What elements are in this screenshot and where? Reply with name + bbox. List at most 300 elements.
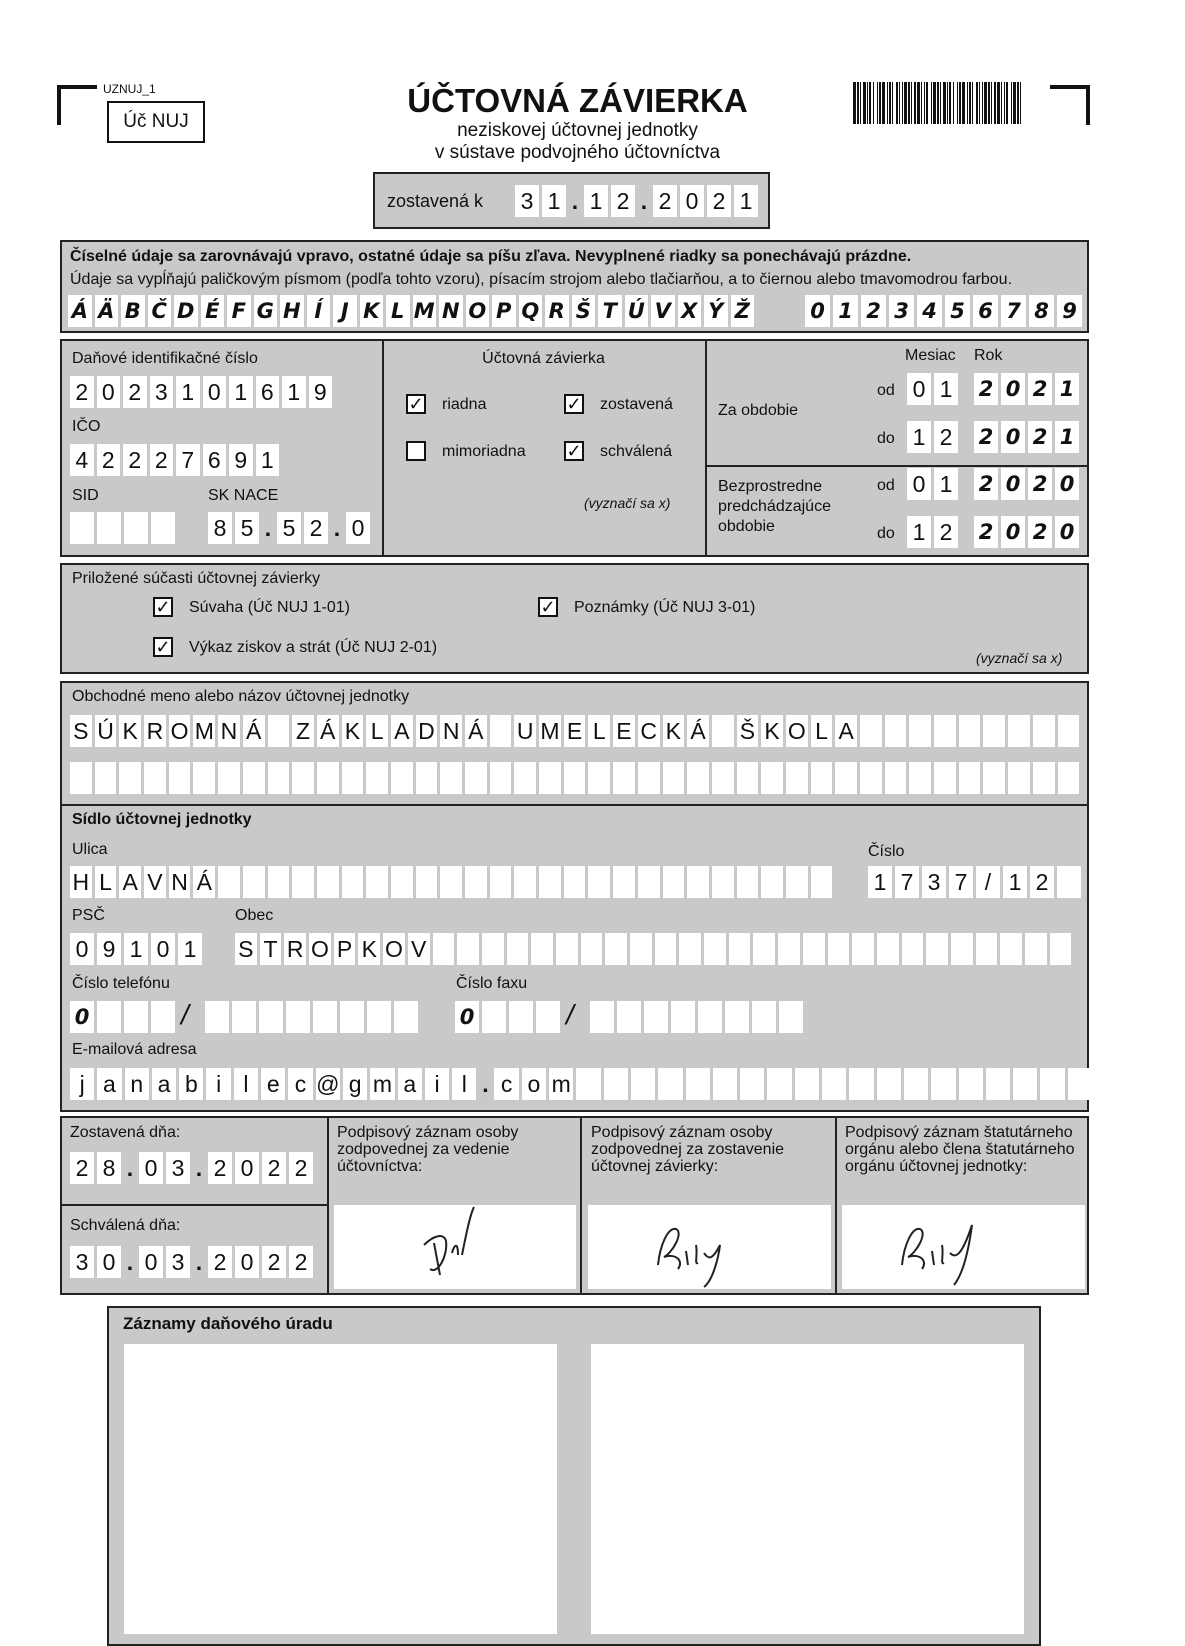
char-cell: 1 [1055,373,1079,405]
char-cell: 1 [542,185,566,217]
char-cell [753,933,775,965]
char-cell: 1 [934,468,958,500]
char-cell: U [514,715,536,747]
char-cell: 2 [70,1152,94,1184]
char-cell [860,715,882,747]
nace-field[interactable] [208,512,373,544]
char-cell [885,762,907,794]
schvalena-label: schválená [600,443,673,460]
char-cell [663,866,685,898]
phone-field[interactable] [205,1001,421,1033]
barcode-bar [908,82,910,124]
char-cell [630,933,652,965]
char-cell [509,1001,533,1033]
char-cell [712,715,734,747]
current-from-year[interactable] [974,373,1082,405]
barcode-bar [988,82,990,124]
char-cell: / [976,866,1000,898]
char-cell: Á [243,715,265,747]
char-cell: Š [737,715,759,747]
char-cell: 0 [1001,373,1025,405]
char-cell: i [425,1068,449,1100]
char-cell: H [70,866,92,898]
char-cell [926,933,948,965]
instruction-line-2: Údaje sa vypĺňajú paličkovým písmom (podľa tohto vzoru), písacím strojom alebo tlačiarňou, a to čiernou alebo tmavomodrou farbou. [70,271,1013,288]
barcode-bar [1004,82,1005,124]
char-cell: Z [292,715,314,747]
char-cell [317,866,339,898]
char-cell: 3 [166,1152,190,1184]
char-cell: 1 [907,516,931,548]
prev-from-month[interactable] [907,468,961,500]
char-cell: Í [307,295,331,327]
char-cell: 0 [1001,421,1025,453]
char-cell [786,762,808,794]
barcode-bar [917,82,920,124]
char-cell [822,1068,846,1100]
char-cell: B [121,295,145,327]
current-from-month[interactable] [907,373,961,405]
char-cell [119,762,141,794]
attachments-note: (vyznačí sa x) [976,650,1063,666]
vykaz-checkbox[interactable]: ✓ [153,637,173,657]
compiled-on-date[interactable] [70,1152,316,1184]
char-cell [531,933,553,965]
char-cell: 6 [256,376,280,408]
char-cell [440,866,462,898]
number-label: Číslo [868,843,905,860]
barcode-bar [949,82,951,124]
barcode-bar [943,82,946,124]
char-cell: 9 [97,933,121,965]
char-cell: 5 [945,295,970,327]
barcode-bar [863,82,866,124]
barcode-bar [1013,82,1016,124]
char-cell [740,1068,764,1100]
char-cell [1057,866,1081,898]
char-cell: 2 [1028,373,1052,405]
char-cell [342,762,364,794]
fax-field[interactable] [590,1001,806,1033]
dic-field[interactable] [70,376,335,408]
char-cell [811,762,833,794]
phone-prefix[interactable] [70,1001,178,1033]
char-cell: D [174,295,198,327]
barcode-bar [869,82,871,124]
char-cell [828,933,850,965]
char-cell: g [343,1068,367,1100]
char-cell: 5 [277,512,301,544]
char-cell [465,866,487,898]
char-cell: Á [68,295,92,327]
char-cell: O [309,933,331,965]
sig3-area[interactable] [842,1205,1085,1289]
current-to-month[interactable] [907,421,961,453]
char-cell [536,1001,560,1033]
char-cell [340,1001,364,1033]
prev-period-label-2: predchádzajúce [718,498,831,515]
char-cell [124,512,148,544]
separator: . [264,514,272,541]
char-cell [631,1068,655,1100]
char-cell [391,866,413,898]
compiled-label: zostavená k [387,191,484,211]
char-cell [268,866,290,898]
char-cell [367,1001,391,1033]
char-cell: O [169,715,191,747]
barcode-bar [997,82,1000,124]
suvaha-label: Súvaha (Úč NUJ 1-01) [189,599,350,616]
char-cell: 1 [178,933,202,965]
barcode-bar [967,82,968,124]
schvalena-checkbox[interactable]: ✓ [564,441,584,461]
char-cell [556,933,578,965]
phone-label: Číslo telefónu [72,975,170,992]
char-cell: 1 [176,376,200,408]
char-cell: K [119,715,141,747]
prev-to-month[interactable] [907,516,961,548]
char-cell [725,1001,749,1033]
char-cell [860,762,882,794]
zostavena-label: zostavená [600,396,673,413]
from-label: od [877,382,895,399]
char-cell: K [342,715,364,747]
char-cell: A [391,715,413,747]
barcode-bar [1001,82,1002,124]
char-cell [151,1001,175,1033]
char-cell: 0 [1001,516,1025,548]
prev-period-label-1: Bezprostredne [718,478,823,495]
char-cell [514,762,536,794]
seat-label: Sídlo účtovnej jednotky [72,811,252,828]
separator: . [482,1070,489,1097]
suvaha-checkbox[interactable]: ✓ [153,597,173,617]
char-cell [671,1001,695,1033]
barcode-bar [1011,82,1012,124]
char-cell [416,762,438,794]
char-cell [795,1068,819,1100]
char-cell: 6 [973,295,998,327]
barcode-bar [933,82,936,124]
char-cell [909,715,931,747]
barcode-bar [857,82,859,124]
char-cell: 0 [1055,516,1079,548]
char-cell: i [206,1068,230,1100]
char-cell: K [663,715,685,747]
char-cell: 2 [934,421,958,453]
char-cell [713,1068,737,1100]
char-cell: 2 [262,1246,286,1278]
separator: . [333,514,341,541]
approved-on-date[interactable] [70,1246,316,1278]
char-cell [292,866,314,898]
char-cell: S [235,933,257,965]
prev-from-year[interactable] [974,468,1082,500]
separator: . [571,187,579,214]
ico-field[interactable] [70,444,282,476]
char-cell: N [440,715,462,747]
char-cell [931,1068,955,1100]
char-cell [959,762,981,794]
char-cell: J [333,295,357,327]
char-cell: a [97,1068,121,1100]
barcode-bar [924,82,925,124]
barcode-bar [979,82,980,124]
char-cell: Á [193,866,215,898]
char-cell [581,933,603,965]
char-cell [342,866,364,898]
attachments-section [60,563,1089,674]
number-field[interactable] [868,866,1084,898]
zip-field[interactable] [70,933,205,965]
char-cell: l [452,1068,476,1100]
instructions-section [60,240,1089,333]
char-cell: 1 [934,373,958,405]
char-cell [983,762,1005,794]
barcode-bar [1017,82,1019,124]
name-line-2[interactable] [70,762,1082,794]
char-cell [95,762,117,794]
prev-period-label-3: obdobie [718,518,775,535]
char-cell: 1 [282,376,306,408]
char-cell: Š [572,295,596,327]
char-cell: l [234,1068,258,1100]
char-cell [539,866,561,898]
char-cell: C [638,715,660,747]
char-cell: 3 [889,295,914,327]
barcode-bar [994,82,996,124]
char-cell: Ý [704,295,728,327]
sample-letters [68,295,757,327]
char-cell [849,1068,873,1100]
char-cell: 2 [208,1246,232,1278]
barcode-bar [976,82,978,124]
char-cell: 9 [229,444,253,476]
char-cell: 6 [203,444,227,476]
char-cell [934,762,956,794]
riadna-checkbox[interactable]: ✓ [406,394,426,414]
char-cell [1008,762,1030,794]
char-cell [687,866,709,898]
char-cell [1033,762,1055,794]
char-cell: 2 [653,185,677,217]
barcode-bar [953,82,954,124]
char-cell [767,1068,791,1100]
barcode-bar [991,82,992,124]
char-cell [97,512,121,544]
char-cell: Ž [731,295,755,327]
separator: . [126,1154,134,1181]
attachments-title: Priložené súčasti účtovnej závierky [72,570,321,587]
char-cell: 2 [289,1152,313,1184]
char-cell [243,866,265,898]
type-title: Účtovná závierka [482,350,605,367]
tax-office-box-right [591,1344,1024,1634]
compiled-on-label: Zostavená dňa: [70,1124,181,1141]
sig1-area[interactable] [334,1205,576,1289]
char-cell: X [678,295,702,327]
char-cell: Č [148,295,172,327]
char-cell: D [416,715,438,747]
char-cell: 1 [124,933,148,965]
mimoriadna-checkbox[interactable] [406,441,426,461]
char-cell: 0 [139,1152,163,1184]
barcode-bar [937,82,939,124]
char-cell [852,933,874,965]
char-cell: a [398,1068,422,1100]
form-code: UZNUJ_1 [103,82,156,96]
char-cell: 1 [734,185,758,217]
char-cell: c [494,1068,518,1100]
compiled-date[interactable] [515,185,761,217]
char-cell: 4 [917,295,942,327]
identification-section [60,339,1089,557]
separator: . [195,1248,203,1275]
char-cell: 1 [584,185,608,217]
char-cell [482,1001,506,1033]
prev-to-year[interactable] [974,516,1082,548]
char-cell: 0 [235,1246,259,1278]
char-cell [490,762,512,794]
current-to-year[interactable] [974,421,1082,453]
char-cell: 0 [203,376,227,408]
char-cell [644,1001,668,1033]
char-cell [514,866,536,898]
char-cell [465,762,487,794]
char-cell: Á [687,715,709,747]
sig2-area[interactable] [588,1205,831,1289]
char-cell [885,715,907,747]
char-cell [679,933,701,965]
email-field[interactable] [70,1068,1095,1100]
char-cell: 0 [97,1246,121,1278]
char-cell: Ä [95,295,119,327]
char-cell: O [786,715,808,747]
signature-2 [588,1205,831,1289]
char-cell: M [413,295,437,327]
barcode-bar [877,82,878,124]
year-label: Rok [974,347,1003,364]
char-cell: N [218,715,240,747]
city-field[interactable] [235,933,1074,965]
char-cell: e [261,1068,285,1100]
month-label: Mesiac [905,347,956,364]
char-cell [590,1001,614,1033]
char-cell: A [119,866,141,898]
sid-field[interactable] [70,512,178,544]
poznamky-checkbox[interactable]: ✓ [538,597,558,617]
signature-1 [334,1205,576,1289]
char-cell [313,1001,337,1033]
sig1-label: Podpisový záznam osoby zodpovednej za vedenie účtovníctva: [337,1124,519,1175]
email-label: E-mailová adresa [72,1041,197,1058]
char-cell: 2 [70,376,94,408]
tax-office-box-left [124,1344,557,1634]
char-cell [259,1001,283,1033]
char-cell [482,933,504,965]
instruction-line-1: Číselné údaje sa zarovnávajú vpravo, ostatné údaje sa píšu zľava. Nevyplnené riadky sa ponechávajú prázdne. [70,248,912,265]
vykaz-label: Výkaz ziskov a strát (Úč NUJ 2-01) [189,639,438,656]
barcode-bar [904,82,907,124]
char-cell [317,762,339,794]
char-cell: Á [465,715,487,747]
barcode-bar [931,82,932,124]
char-cell: 0 [1055,468,1079,500]
fax-prefix[interactable] [455,1001,563,1033]
char-cell: 1 [229,376,253,408]
char-cell [737,866,759,898]
mimoriadna-label: mimoriadna [442,443,526,460]
char-cell: Q [519,295,543,327]
char-cell [729,933,751,965]
char-cell: M [539,715,561,747]
char-cell [169,762,191,794]
tax-office-section [107,1306,1041,1646]
char-cell: n [125,1068,149,1100]
char-cell: 2 [123,376,147,408]
char-cell: N [169,866,191,898]
char-cell [457,933,479,965]
char-cell [786,866,808,898]
barcode-bar [867,82,868,124]
char-cell [391,762,413,794]
char-cell: 8 [1029,295,1054,327]
char-cell [70,762,92,794]
char-cell: 3 [515,185,539,217]
char-cell: P [492,295,516,327]
char-cell: R [284,933,306,965]
char-cell [490,866,512,898]
char-cell: 1 [907,421,931,453]
char-cell [124,1001,148,1033]
char-cell: 2 [1030,866,1054,898]
char-cell [686,1068,710,1100]
char-cell: 2 [707,185,731,217]
char-cell: P [334,933,356,965]
char-cell [1058,762,1080,794]
char-cell: S [70,715,92,747]
barcode-bar [914,82,916,124]
char-cell: L [588,715,610,747]
name-line-1[interactable] [70,715,1082,747]
char-cell [904,1068,928,1100]
char-cell: E [613,715,635,747]
barcode-bar [959,82,961,124]
char-cell: 2 [150,444,174,476]
char-cell: R [545,295,569,327]
zostavena-checkbox[interactable]: ✓ [564,394,584,414]
char-cell [877,933,899,965]
char-cell: T [598,295,622,327]
char-cell [737,762,759,794]
riadna-label: riadna [442,396,487,413]
char-cell [1033,715,1055,747]
char-cell [588,866,610,898]
char-cell [613,762,635,794]
barcode-bar [962,82,965,124]
sid-label: SID [72,487,99,504]
street-field[interactable] [70,866,835,898]
char-cell [638,762,660,794]
char-cell: 0 [70,1001,94,1033]
char-cell [193,762,215,794]
barcode-bar [1006,82,1008,124]
char-cell: 0 [97,376,121,408]
poznamky-label: Poznámky (Úč NUJ 3-01) [574,599,756,616]
char-cell: 3 [166,1246,190,1278]
char-cell: 0 [907,468,931,500]
char-cell [218,866,240,898]
